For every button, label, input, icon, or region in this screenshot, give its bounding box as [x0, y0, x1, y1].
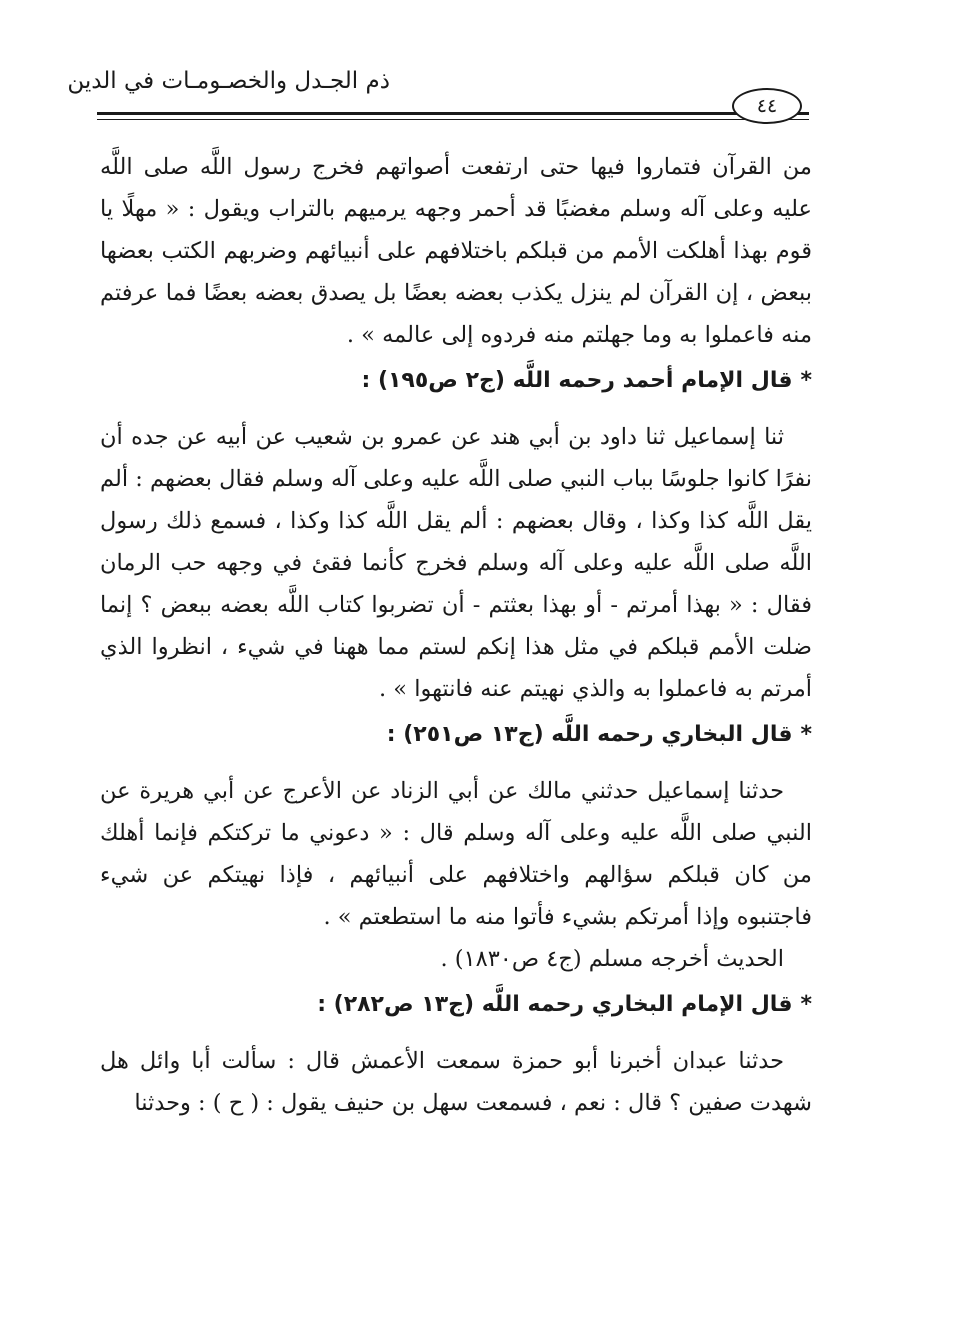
section-heading-bukhari-251: [100, 714, 812, 756]
page-body: [100, 146, 812, 1124]
heading-star-marker: *: [800, 992, 812, 1017]
running-header-title: ذم الجـدل والخصـومـات في الدين: [67, 68, 390, 94]
paragraph-abdan-hadith: حدثنا عبدان أخبرنا أبو حمزة سمعت الأعمش قال : سألت أبا وائل هل شهدت صفين ؟ قال : نعم ، فسمعت سهل بن حنيف يقول : ( ح ) : وحدثنا: [100, 1048, 812, 1116]
paragraph-muslim-reference: الحديث أخرجه مسلم (ج٤ ص١٨٣٠) .: [440, 946, 784, 972]
page-number-badge: ٤٤: [732, 88, 802, 124]
heading-text: قال الإمام البخاري رحمه اللَّه (ج١٣ ص٢٨٢) :: [317, 992, 793, 1017]
paragraph-bukhari-hadith: حدثنا إسماعيل حدثني مالك عن أبي الزناد عن الأعرج عن أبي هريرة عن النبي صلى اللَّه عليه وعلى آله وسلم قال : « دعوني ما تركتكم فإنما أهلك من كان قبلكم سؤالهم واختلافهم على أنبيائهم ، فإذا نهيتكم عن شيء فاجتنبوه وإذا أمرتكم بشيء فأتوا منه ما استطعتم » .: [100, 778, 812, 930]
header-rule-thin: [97, 119, 809, 120]
section-heading-ahmad: [100, 360, 812, 402]
heading-star-marker: *: [800, 368, 812, 393]
paragraph-ahmad-hadith: ثنا إسماعيل ثنا داود بن أبي هند عن عمرو بن شعيب عن أبيه عن جده أن نفرًا كانوا جلوسًا بباب النبي صلى اللَّه عليه وعلى آله وسلم فقال بعضهم : ألم يقل اللَّه كذا وكذا ، وقال بعضهم : ألم يقل اللَّه كذا وكذا ، فسمع ذلك رسول اللَّه صلى اللَّه عليه وعلى آله وسلم فخرج كأنما فقئ في وجهه حب الرمان فقال : « بهذا أمرتم - أو بهذا بعثتم - أن تضربوا كتاب اللَّه بعضه ببعض ؟ إنما ضلت الأمم قبلكم في مثل هذا إنكم لستم مما ههنا في شيء ، انظروا الذي أمرتم به فاعملوا به والذي نهيتم عنه فانتهوا » .: [100, 424, 812, 702]
heading-text: قال الإمام أحمد رحمه اللَّه (ج٢ ص١٩٥) :: [361, 368, 793, 393]
header-rule-thick: [97, 112, 809, 115]
heading-text: قال البخاري رحمه اللَّه (ج١٣ ص٢٥١) :: [386, 722, 793, 747]
section-heading-bukhari-282: [100, 984, 812, 1026]
heading-star-marker: *: [800, 722, 812, 747]
paragraph-quran-dispute: من القرآن فتماروا فيها حتى ارتفعت أصواتهم فخرج رسول اللَّه صلى اللَّه عليه وعلى آله وسلم مغضبًا قد أحمر وجهه يرميهم بالتراب ويقول : « مهلًا يا قوم بهذا أهلكت الأمم من قبلكم باختلافهم على أنبيائهم وضربهم الكتب بعضها ببعض ، إن القرآن لم ينزل يكذب بعضه بعضًا بل يصدق بعضه بعضًا فما عرفتم منه فاعملوا به وما جهلتم منه فردوه إلى عالمه » .: [100, 154, 812, 348]
